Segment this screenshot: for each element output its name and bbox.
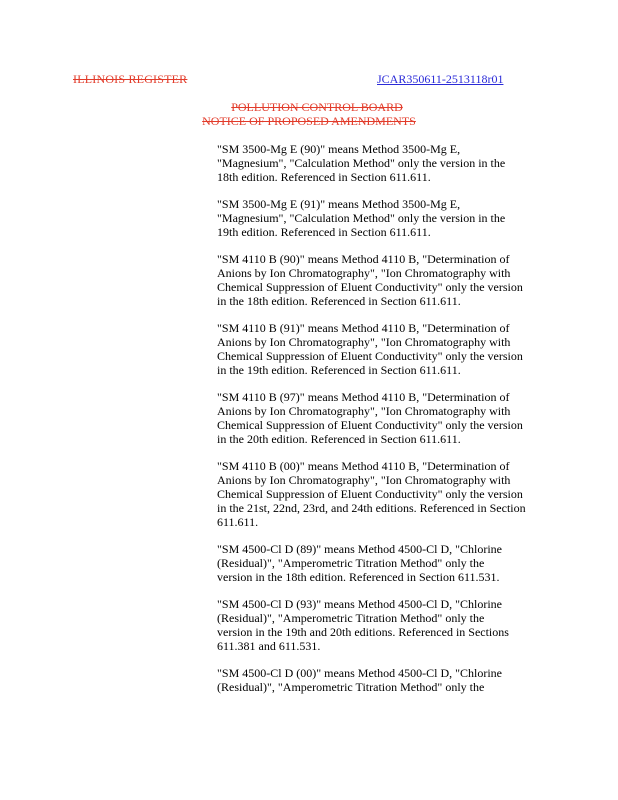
definition-line: (Residual)", "Amperometric Titration Method" only the xyxy=(217,611,485,625)
definition-entry xyxy=(217,142,557,184)
definition-line: "SM 4500-Cl D (00)" means Method 4500-Cl D, "Chlorine xyxy=(217,666,503,680)
definition-line: Anions by Ion Chromatography", "Ion Chromatography with xyxy=(217,335,511,349)
definition-entry xyxy=(217,390,557,446)
board-title: POLLUTION CONTROL BOARD xyxy=(231,100,403,114)
definition-line: Anions by Ion Chromatography", "Ion Chromatography with xyxy=(217,266,511,280)
definition-line: "SM 4110 B (00)" means Method 4110 B, "Determination of xyxy=(217,459,510,473)
definition-line: "Magnesium", "Calculation Method" only the version in the xyxy=(217,211,506,225)
notice-title: NOTICE OF PROPOSED AMENDMENTS xyxy=(202,114,416,128)
header-jcar-code: JCAR350611-2513118r01 xyxy=(377,72,504,86)
definition-line: 611.611. xyxy=(217,515,259,529)
definition-line: "SM 4110 B (90)" means Method 4110 B, "Determination of xyxy=(217,252,510,266)
definition-line: "SM 3500-Mg E (91)" means Method 3500-Mg E, xyxy=(217,197,461,211)
definition-entry xyxy=(217,542,557,584)
definition-line: version in the 18th edition. Referenced in Section 611.531. xyxy=(217,570,500,584)
definition-entry xyxy=(217,459,557,529)
definition-line: in the 20th edition. Referenced in Section 611.611. xyxy=(217,432,461,446)
definition-line: (Residual)", "Amperometric Titration Method" only the xyxy=(217,680,485,694)
definition-line: "SM 4110 B (97)" means Method 4110 B, "Determination of xyxy=(217,390,510,404)
definition-line: "SM 3500-Mg E (90)" means Method 3500-Mg E, xyxy=(217,142,461,156)
definition-entry xyxy=(217,252,557,308)
definition-line: "SM 4500-Cl D (89)" means Method 4500-Cl D, "Chlorine xyxy=(217,542,503,556)
definition-line: in the 18th edition. Referenced in Section 611.611. xyxy=(217,294,461,308)
definition-line: "SM 4110 B (91)" means Method 4110 B, "Determination of xyxy=(217,321,510,335)
definition-line: Anions by Ion Chromatography", "Ion Chromatography with xyxy=(217,473,511,487)
definition-line: "Magnesium", "Calculation Method" only the version in the xyxy=(217,156,506,170)
definition-line: version in the 19th and 20th editions. Referenced in Sections xyxy=(217,625,509,639)
definition-line: 611.381 and 611.531. xyxy=(217,639,321,653)
definition-line: Chemical Suppression of Eluent Conductivity" only the version xyxy=(217,418,523,432)
definition-line: Chemical Suppression of Eluent Conductivity" only the version xyxy=(217,349,523,363)
definition-line: 18th edition. Referenced in Section 611.611. xyxy=(217,170,431,184)
definition-entry xyxy=(217,321,557,377)
definition-line: Chemical Suppression of Eluent Conductivity" only the version xyxy=(217,280,523,294)
definition-entry xyxy=(217,197,557,239)
definition-line: (Residual)", "Amperometric Titration Method" only the xyxy=(217,556,485,570)
definition-line: Anions by Ion Chromatography", "Ion Chromatography with xyxy=(217,404,511,418)
definition-entry xyxy=(217,666,557,694)
definition-line: in the 21st, 22nd, 23rd, and 24th editions. Referenced in Section xyxy=(217,501,526,515)
header-illinois-register: ILLINOIS REGISTER xyxy=(73,72,188,86)
definitions-list xyxy=(217,142,557,707)
definition-line: 19th edition. Referenced in Section 611.611. xyxy=(217,225,431,239)
definition-line: in the 19th edition. Referenced in Section 611.611. xyxy=(217,363,461,377)
definition-line: Chemical Suppression of Eluent Conductivity" only the version xyxy=(217,487,523,501)
definition-line: "SM 4500-Cl D (93)" means Method 4500-Cl D, "Chlorine xyxy=(217,597,503,611)
definition-entry xyxy=(217,597,557,653)
